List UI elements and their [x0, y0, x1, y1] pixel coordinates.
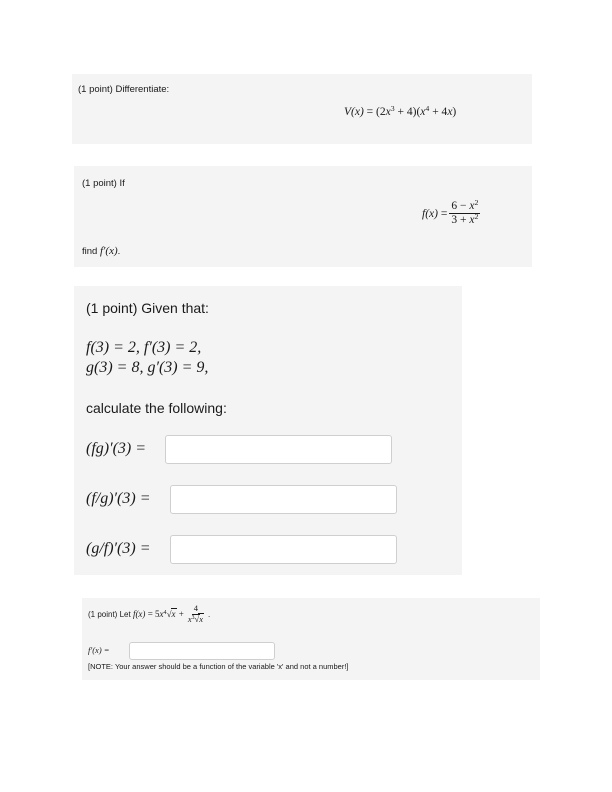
- problem-2-panel: [74, 166, 532, 267]
- calculate-instruction: calculate the following:: [86, 400, 227, 416]
- answer-input-f-over-g[interactable]: [170, 485, 397, 514]
- question-g-over-f-label: (g/f)′(3) =: [86, 540, 151, 557]
- question-f-over-g-label: (f/g)′(3) =: [86, 490, 151, 507]
- problem-4-label: (1 point) Let $f(x) = 5x^4√x$ + $\frac{4}{x^3√x}$ .: [88, 603, 211, 624]
- problem-2-find: find f′(x).: [82, 245, 121, 257]
- given-line-1: f(3) = 2, f′(3) = 2,: [86, 339, 202, 356]
- problem-4-note: [NOTE: Your answer should be a function of the variable 'x' and not a number!]: [88, 662, 349, 671]
- problem-4-derivative-label: f′(x) =: [88, 645, 110, 655]
- problem-4-panel: [82, 598, 540, 680]
- answer-input-g-over-f[interactable]: [170, 535, 397, 564]
- question-fg-label: (fg)′(3) =: [86, 440, 147, 457]
- problem-1-panel: [72, 74, 532, 144]
- problem-2-label: (1 point) If: [82, 178, 125, 189]
- problem-1-label: (1 point) Differentiate:: [78, 84, 170, 95]
- problem-1-equation: $V(x) = (2x^3 + 4)(x^4 + 4x)$: [344, 104, 457, 118]
- answer-input-derivative[interactable]: [129, 642, 275, 660]
- problem-3-panel: [74, 286, 462, 575]
- answer-input-fg[interactable]: [165, 435, 392, 464]
- problem-3-label: (1 point) Given that:: [86, 300, 209, 316]
- given-values: [86, 338, 208, 378]
- given-line-2: g(3) = 8, g′(3) = 9,: [86, 359, 209, 376]
- problem-2-equation: f(x) = $\frac{6 - x^2}{3 + x^2}$: [422, 198, 479, 227]
